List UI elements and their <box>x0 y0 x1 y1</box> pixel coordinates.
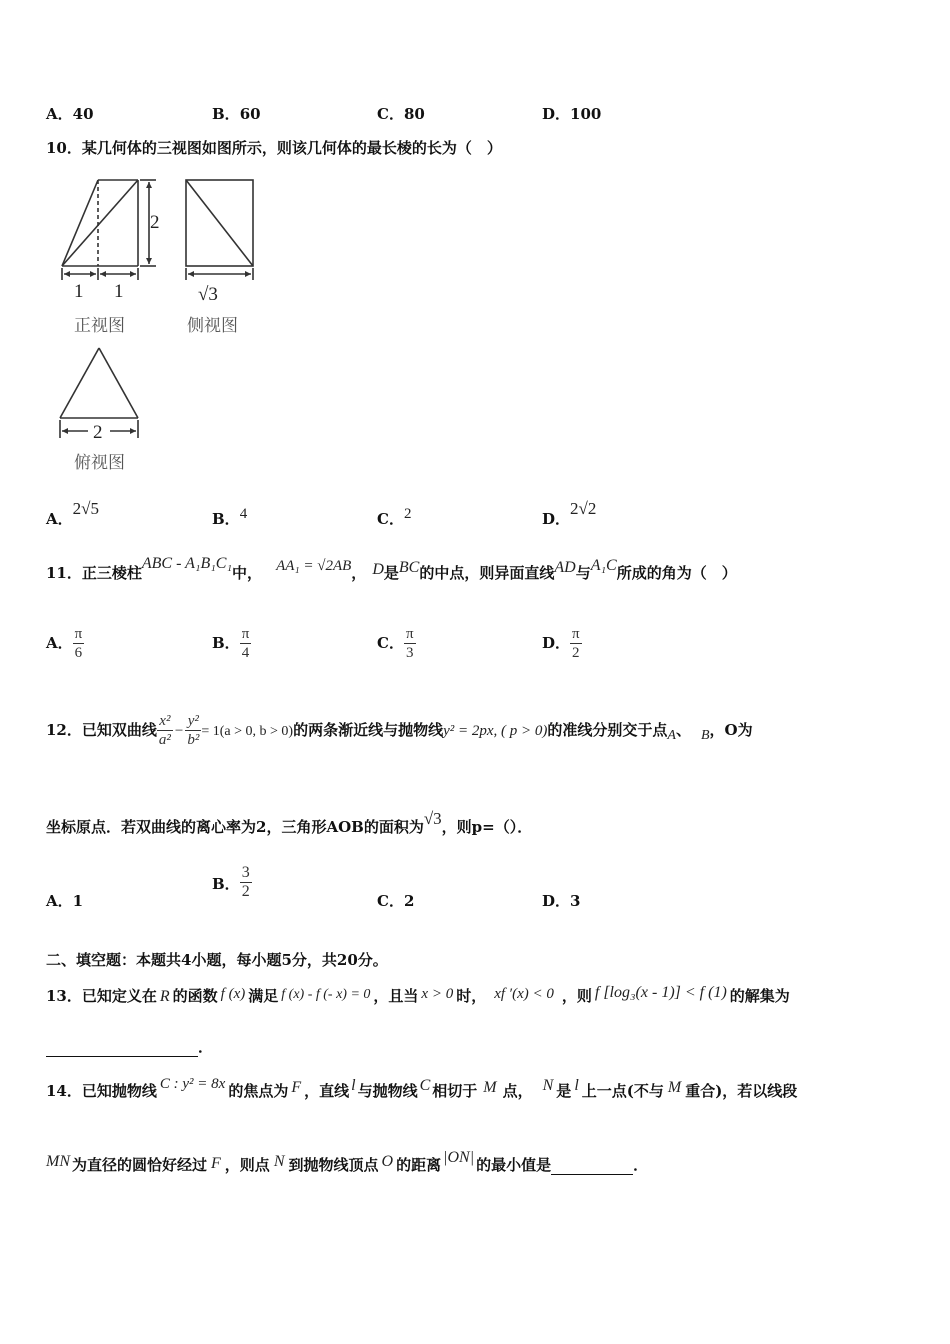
q9-option-c: C．80 <box>377 105 425 123</box>
front-view-figure <box>50 170 180 300</box>
q12-option-c: C．2 <box>377 892 415 910</box>
q11-option-d: D． $\frac{\pi}{2}$ <box>542 626 580 661</box>
front-height-label: 2 <box>150 212 160 233</box>
side-view-figure <box>180 170 270 310</box>
q9-option-d: D．100 <box>542 105 602 123</box>
q12-stem-line1: 12．已知双曲线 $\frac{\text{x²}}{\text{a²}}$ − $\frac{\text{y²}}{\text{b²}}$ = 1(a > 0, b > 0)的两条渐近线与抛物线y² = 2px, ( p > 0)的准线分别交于点A、 B，O为 <box>46 713 753 748</box>
q13-answer-blank[interactable]: ． <box>46 1036 213 1057</box>
q12-option-d: D．3 <box>542 892 581 910</box>
front-base-label-right: 1 <box>114 281 124 300</box>
q10-stem: 10．某几何体的三视图如图所示，则该几何体的最长棱的长为（ ） <box>46 139 502 157</box>
q10-option-c: C．2 <box>377 506 412 528</box>
top-view-caption: 俯视图 <box>74 453 125 473</box>
q12-option-b: B． $\frac{3}{2}$ <box>212 864 250 900</box>
front-base-label-left: 1 <box>74 281 84 300</box>
front-view-caption: 正视图 <box>74 316 125 336</box>
q9-option-a: A．40 <box>46 105 94 123</box>
q12-stem-line2: 坐标原点．若双曲线的离心率为2，三角形AOB的面积为√3，则p=（）． <box>46 809 533 836</box>
side-width-label: √3 <box>198 284 218 305</box>
q12-option-a: A．1 <box>46 892 84 910</box>
q11-stem: 11．正三棱柱ABC - A₁B₁C₁中， AA₁ = √2AB， D是BC的中点，则异面直线AD与A₁C所成的角为（ ） <box>46 555 737 582</box>
side-view-caption: 侧视图 <box>187 316 238 336</box>
q10-option-b: B．4 <box>212 506 248 528</box>
q11-option-c: C． $\frac{\pi}{3}$ <box>377 626 414 661</box>
q11-option-a: A． $\frac{\pi}{6}$ <box>46 626 83 661</box>
top-width-label: 2 <box>93 422 103 443</box>
q14-stem-line2: MN 为直径的圆恰好经过 F ，则点 N 到抛物线顶点 O 的距离 |ON| 的最小值是 ． <box>46 1149 649 1174</box>
top-view-figure <box>50 340 150 445</box>
q10-option-d: D．2√2 <box>542 499 597 528</box>
q14-stem-line1: 14．已知抛物线 C : y² = 8x 的焦点为 F ，直线 l 与抛物线 C 相切于 M 点， N 是 l 上一点(不与 M 重合)，若以线段 <box>46 1076 798 1100</box>
q14-answer-blank[interactable] <box>551 1155 633 1175</box>
q10-option-a: A．2√5 <box>46 499 99 528</box>
q11-option-b: B． $\frac{\pi}{4}$ <box>212 626 250 661</box>
section-2-title: 二、填空题：本题共4小题，每小题5分，共20分。 <box>46 951 388 969</box>
q13-stem: 13．已知定义在 R 的函数 f (x) 满足 f (x) - f (- x) = 0 ，且当 x > 0 时， xf ′(x) < 0 ，则 f [log₃(x - 1)] < f (1) 的解集为 <box>46 984 790 1005</box>
q9-option-b: B．60 <box>212 105 261 123</box>
